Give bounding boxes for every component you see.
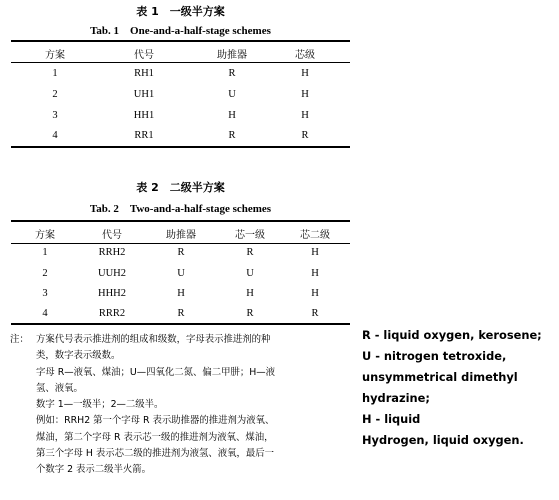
table-2-cell: RRH2 [98, 247, 126, 258]
annotation-line: unsymmetrical dimethyl [362, 370, 518, 384]
table-notes [10, 332, 348, 479]
table-1-cell: 3 [52, 110, 58, 121]
note-line: 氢、液氧。 [36, 382, 83, 394]
note-line: 第三个字母 H 表示芯二级的推进剂为液氢、液氧，最后一 [36, 448, 275, 460]
table-2-cell: 3 [42, 288, 48, 299]
table-1-cell: 4 [52, 130, 58, 141]
table-1-cell: 2 [52, 89, 58, 100]
annotation-line: hydrazine; [362, 391, 430, 405]
table-1-cell: R [228, 130, 236, 141]
table-2-header-cell: 助推器 [166, 230, 196, 241]
annotation-line: H - liquid [362, 412, 421, 426]
table-2-cell: RRR2 [98, 308, 126, 319]
table-2-header-rule [11, 243, 350, 244]
table-2-caption-en: Tab. 2 Two-and-a-half-stage schemes [89, 203, 272, 215]
table-1-header-cell: 代号 [134, 50, 154, 61]
table-1-header-cell: 助推器 [217, 50, 247, 61]
table-2-cell: U [177, 268, 185, 279]
table-2-header-cell: 代号 [102, 230, 122, 241]
table-1-cell: 1 [52, 68, 58, 79]
table-1-cell: R [301, 130, 309, 141]
table-2-cell: H [246, 288, 254, 299]
english-annotation [362, 325, 558, 451]
annotation-line: Hydrogen, liquid oxygen. [362, 433, 524, 447]
table-2-cell: UUH2 [98, 268, 126, 279]
annotation-line: U - nitrogen tetroxide, [362, 349, 507, 363]
table-2-cell: HHH2 [98, 288, 126, 299]
table-2-cell: R [246, 247, 254, 258]
table-1 [11, 0, 350, 150]
table-2-cell: H [311, 288, 319, 299]
table-1-cell: H [228, 110, 236, 121]
table-1-cell: H [301, 89, 309, 100]
note-text: 方案代号表示推进剂的组成和级数，字母表示推进剂的种 [36, 334, 271, 345]
table-2 [11, 176, 350, 326]
note-line: 字母 R—液氧、煤油；U—四氧化二氮、偏二甲肼；H—液 [36, 366, 276, 378]
table-1-cell: HH1 [133, 110, 155, 121]
table-1-caption-cn: 表 1 一级半方案 [136, 5, 225, 18]
table-2-header-cell: 方案 [35, 230, 55, 241]
note-line: 个数字 2 表示二级半火箭。 [36, 464, 152, 476]
annotation-line: R - liquid oxygen, kerosene; [362, 328, 542, 342]
note-line: 数字 1—一级半；2—二级半。 [36, 399, 164, 411]
table-2-caption-cn: 表 2 二级半方案 [136, 181, 225, 194]
table-1-cell: H [301, 68, 309, 79]
table-2-cell: 2 [42, 268, 48, 279]
table-1-cell: UH1 [133, 89, 155, 100]
note-line: 类，数字表示级数。 [36, 350, 121, 362]
table-1-cell: H [301, 110, 309, 121]
note-label: 注： [10, 334, 29, 345]
table-1-top-rule [11, 40, 350, 42]
table-1-cell: R [228, 68, 236, 79]
table-2-header-cell: 芯二级 [300, 230, 330, 241]
table-2-cell: 1 [42, 247, 48, 258]
table-1-header-rule [11, 62, 350, 63]
table-2-cell: H [311, 268, 319, 279]
note-line: 例如：RRH2 第一个字母 R 表示助推器的推进剂为液氧、 [36, 415, 275, 427]
table-1-bottom-rule [11, 146, 350, 148]
table-2-bottom-rule [11, 323, 350, 325]
table-2-cell: U [246, 268, 254, 279]
table-2-cell: R [177, 308, 185, 319]
table-1-caption-en: Tab. 1 One-and-a-half-stage schemes [90, 25, 271, 37]
table-1-cell: RH1 [134, 68, 154, 79]
table-1-header-cell: 方案 [45, 50, 65, 61]
table-2-cell: H [177, 288, 185, 299]
table-2-header-cell: 芯一级 [235, 230, 265, 241]
note-line: 煤油，第二个字母 R 表示芯一级的推进剂为液氧、煤油， [36, 431, 274, 443]
table-2-top-rule [11, 220, 350, 222]
table-1-header-cell: 芯级 [295, 50, 315, 61]
table-2-cell: R [246, 308, 254, 319]
table-2-cell: H [311, 247, 319, 258]
table-2-cell: 4 [42, 308, 48, 319]
table-1-cell: RR1 [134, 130, 154, 141]
table-1-cell: U [228, 89, 236, 100]
table-2-cell: R [311, 308, 319, 319]
note-line [10, 332, 348, 348]
table-2-cell: R [177, 247, 185, 258]
